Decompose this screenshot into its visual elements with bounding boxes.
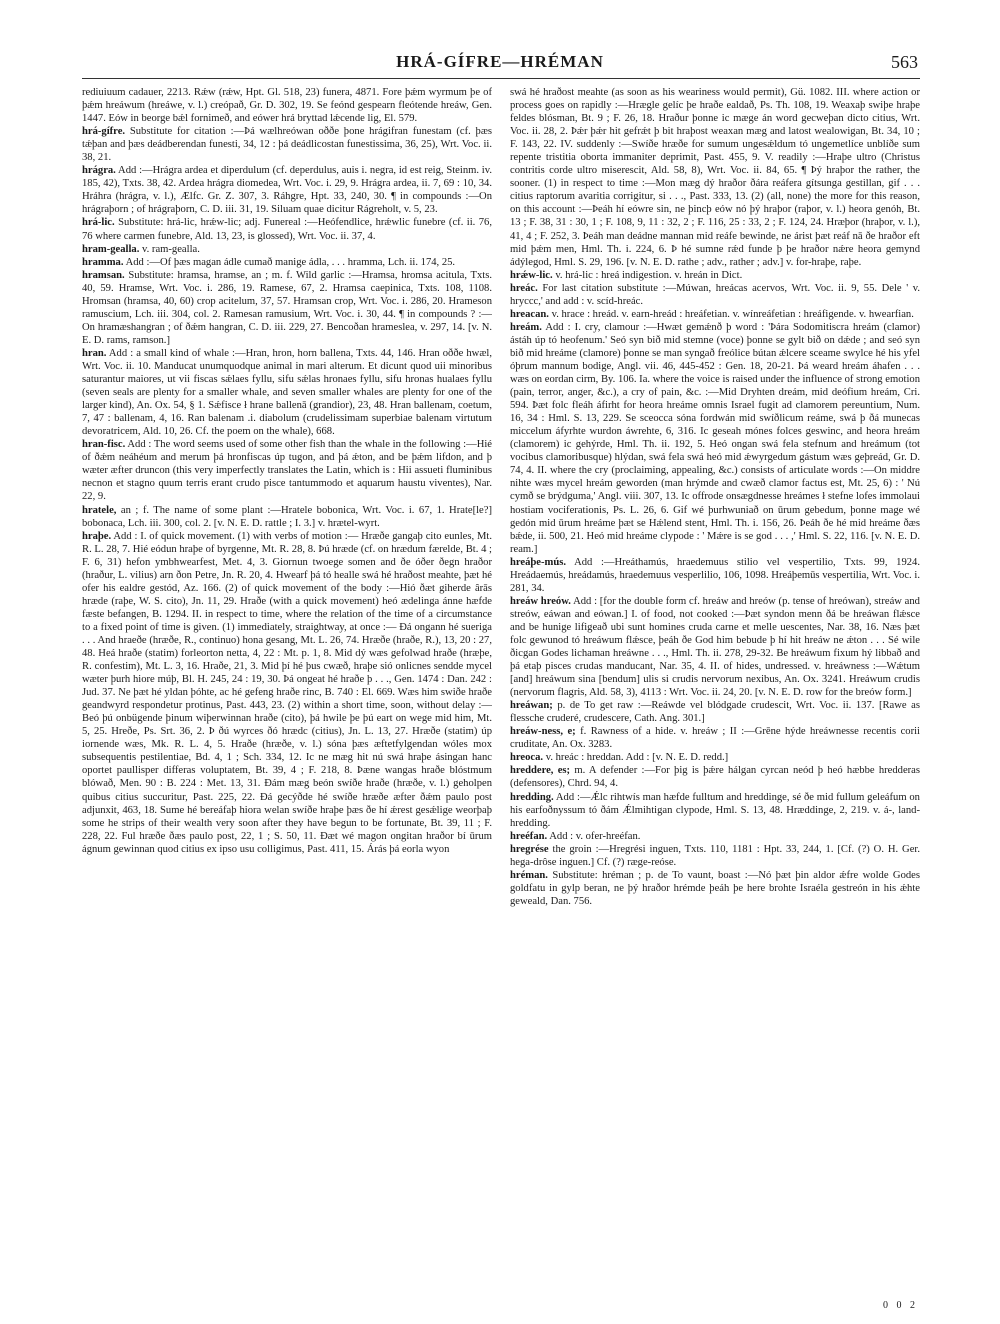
- entry-text: Substitute: hramsa, hramse, an ; m. f. Wild garlic :—Hramsa, hromsa acitula, Txts. 40, 59. Hramse, Wrt. Voc. i. 286, 19. Ramese, 67, 2. Hramsa caepinica, Txts. 108, 1108. Hromsan (hramsa, 40, 60) crop acitelum, 37, 57. Hramsan crop, Wrt. Voc. i. 286, 20. Hrameson ramuscium, Lch. iii. 304, col. 2. Ramesan ramusium, Wrt. Voc. i. 30, 44. ¶ in compounds ? :—On hramæshangran ; of ðǽm hangran, C. D. iii. 229, 27. Bencoðan hrameslea, v. 297, 14. [v. N. E. D. rams, ramson.]: [82, 269, 492, 346]
- entry-text: Add : v. ofer-hreéfan.: [549, 830, 641, 842]
- entry-headword: hrá-lic.: [82, 217, 115, 229]
- dictionary-entry: [510, 556, 920, 595]
- entry-text: the groin :—Hregrési inguen, Txts. 110, 1181 : Hpt. 33, 244, 1. [Cf. (?) O. H. Ger. hega-drôse inguen.] Cf. (?) ræge-reóse.: [510, 843, 920, 868]
- dictionary-entry: [510, 843, 920, 869]
- dictionary-entry: [510, 791, 920, 830]
- dictionary-entry: [510, 751, 920, 764]
- entry-text: Substitute: hréman ; p. de To vaunt, boast :—Nó þæt þin aldor ǽfre wolde Godes goldfatu in gylp beran, ne þý hraðor hrémde þeáh þe here brohte Israéla gestreón in his ǽhte geweald, Dan. 756.: [510, 869, 920, 907]
- dictionary-entry: [82, 216, 492, 242]
- entry-headword: hramsan.: [82, 269, 125, 281]
- dictionary-entry: [82, 256, 492, 269]
- entry-text: m. A defender :—For þig is þǽre hálgan cyrcan neód þ heó hæbbe hredderas (defensores), Chrd. 94, 4.: [510, 765, 920, 790]
- entry-headword: hrágra.: [82, 165, 116, 177]
- entry-headword: hredding.: [510, 791, 554, 803]
- entry-text: v. ram-gealla.: [142, 243, 200, 255]
- entry-text: v. hreác : hreddan. Add : [v. N. E. D. redd.]: [545, 752, 729, 764]
- entry-headword: hreáþe-mús.: [510, 556, 567, 568]
- entry-text: Add :—Hreáthamús, hraedemuus stilio vel vespertilio, Txts. 99, 1924. Hreádaemús, hreádamús, hraedemuus vesperlilio, 106, 1098. Hreáþemūs vespertilia, Wrt. Voc. i. 281, 34.: [510, 556, 920, 594]
- entry-headword: hreacan.: [510, 308, 549, 320]
- entry-text: Add :—Ǽlc rihtwís man hæfde fulltum and hreddinge, sé ðe mid fullum geleáfum on his earfoðnyssum tó ðám Ǽlmihtigan clypode, Hml. S. 13, 48. Hræddinge, 2, 219. v. á-, land-hredding.: [510, 791, 920, 829]
- dictionary-entry: [82, 530, 492, 856]
- entry-headword: hreáw hreów.: [510, 595, 571, 607]
- dictionary-entry: [82, 125, 492, 164]
- dictionary-entry: [510, 282, 920, 308]
- entry-headword: hreáw-ness, e;: [510, 726, 576, 738]
- dictionary-entry: [510, 595, 920, 699]
- entry-text: Add : The word seems used of some other fish than the whale in the following :—Hié of ðǽm neáhéum and merum þá hronfiscas úp tugon, and þá ǽton, and be þǽm lifdon, and þ wæter æfter druncon (this very imperfectly translates the Latin, which is : Hii assueti fluminibus necnon et stagno quum terris erant crudo pisce tantummodo et aquarum haustu viventes), Nar. 22, 9.: [82, 439, 492, 503]
- dictionary-entry: [510, 764, 920, 790]
- entry-headword: hregrése: [510, 843, 549, 855]
- header-rule: [82, 78, 920, 79]
- dictionary-entry: [82, 86, 492, 125]
- printer-signature: 0 0 2: [883, 1300, 918, 1311]
- dictionary-entry: [82, 243, 492, 256]
- dictionary-entry: [510, 269, 920, 282]
- entry-headword: hran.: [82, 347, 107, 359]
- entry-text: swá hé hraðost meahte (as soon as his weariness would permit), Gü. 1082. III. where action or process goes on rapidly :—Hrægle gelíc þe hraðe ealdað, Ps. Th. 108, 19. Weaxaþ swiþe hraþe feldes blósman, Bt. 9 ; F. 26, 18. Hraður þonne ic mæge án word gecweþan dicto citius, Wrt. Voc. ii. 28, 2. Þǽr þǽr hit gefrǽt þ bit hraþost weaxan mæg and latost wealowigan, Bt. 34, 10 ; F. 143, 22. IV. suddenly :—Swíðe hræðe for sumum ungesǽldum tó ungemetlíce unblíðe sum repente tristitia oborta immaniter deprimit, Past. 455, 9. V. readily :—Hraþe ultro (Christus contritis corde ultro miserescit, Ald. 58, 8), Wrt. Voc. ii. 84, 65. ¶ Þý hraþor the rather, the sooner. (1) in respect to time :—Mon mæg dý hraðor ðára reáfera gítsunga gestillan, gif . . . citius raptorum avaritia corrigitur, si . . ., Past. 333, 13. (2) (all, none) the more for this reason, on this account :—Þeáh hí eówre sin, ne þincþ eów nó þý hraþor (raþor, v. l.) heora genóh, Bt. 13 ; F. 38, 31 : 30, 1 ; F. 108, 9, 11 : 32, 2 ; F. 116, 25 : 33, 2 ; F. 124, 24. Hræþor (hraþor, v. l.), 41, 4 ; F. 252, 3. Þeáh man deádne mannan mid reáfe bewinde, ne árist þæt reáf nā ðe hraðor eft mid þǽm men, Hml. Th. i. 224, 6. Þ hé sumne rǽd funde þ þe hraðor nǽre heora gemynd ádýlegod, Hml. S. 29, 196. [v. N. E. D. rathe ; adv., rather ; adv.] v. for-hraþe, raþe.: [510, 87, 920, 268]
- entry-text: Add :—Of þæs magan ádle cumað manige ádla, . . . hramma, Lch. ii. 174, 25.: [125, 256, 456, 268]
- entry-headword: hran-fisc.: [82, 439, 126, 451]
- entry-text: For last citation substitute :—Múwan, hreácas acervos, Wrt. Voc. ii. 9, 55. Dele ' v. hryccc,' and add : v. scíd-hreác.: [510, 282, 920, 307]
- entry-text: Add : [for the double form cf. hreáw and hreów (p. tense of hreówan), streáw and streów, eáwan and eówan.] I. of food, not cooked :—Þæt syndon menn ðá be hreáwan flǽsce and be hunige lifigeað ubi sunt homines cruda carne et melle uescentes, Nar. 38, 16. Næs þæt folc gewunod tó hreáwum flǽsce, þeáh ðe God him bebude þ hí hit hreáw ne ǽton . . . Sé wile ðicgan Godes lichaman hreáwne . . ., Hml. Th. ii. 278, 29-32. Be hreáwum fixum hý libbað and þá etaþ pisces crudas manducant, Nar. 35, 4. II. of hides, undressed. v. hreáwness :—Wǽtum [and] hreáwum sina [bendum] ulis si crudis nervorum nexibus, An. Ox. 3241. Hreáwum crudis (nervorum flagris, Ald. 58, 3), 4113 : Wrt. Voc. ii. 24, 20. [v. N. E. D. row for the breów form.]: [510, 595, 920, 699]
- entry-headword: hreoca.: [510, 752, 544, 764]
- dictionary-entry: [510, 725, 920, 751]
- dictionary-entry: [82, 347, 492, 438]
- dictionary-entry: [510, 321, 920, 556]
- entry-headword: hreám.: [510, 321, 542, 333]
- entry-text: v. hrace : hreád. v. earn-hreád : hreáfetian. v. wínreáfetian : hreáfigende. v. hwearfian.: [551, 308, 914, 320]
- right-column: [510, 86, 920, 1286]
- page-number: 563: [891, 52, 918, 72]
- left-column: [82, 86, 492, 1286]
- entry-headword: hreác.: [510, 282, 538, 294]
- dictionary-entry: [510, 86, 920, 269]
- entry-text: Substitute: hrá-lic, hrǽw-lic; adj. Funereal :—Heófendlice, hrǽwlic funebre (cf. ii. 76, 76 where carmen funebre, Ald. 13, 23, is glossed), Wrt. Voc. ii. 37, 4.: [82, 217, 492, 242]
- entry-headword: hreéfan.: [510, 830, 548, 842]
- entry-headword: hramma.: [82, 256, 124, 268]
- entry-text: an ; f. The name of some plant :—Hratele bobonica, Wrt. Voc. i. 67, 1. Hrate[le?] bobonaca, Lch. iii. 300, col. 2. [v. N. E. D. rattle ; I. 3.] v. hrætel-wyrt.: [82, 504, 492, 529]
- dictionary-entry: [82, 164, 492, 216]
- entry-headword: hrǽw-lic.: [510, 269, 553, 281]
- entry-text: f. Rawness of a hide. v. hreáw ; II :—Grēne hýde hreáwnesse recentis corii cruditate, An. Ox. 3283.: [510, 726, 920, 751]
- entry-text: v. hrá-lic : hreá indigestion. v. hreán in Dict.: [555, 269, 743, 281]
- dictionary-entry: [82, 504, 492, 530]
- dictionary-entry: [82, 269, 492, 347]
- dictionary-entry: [510, 699, 920, 725]
- entry-text: Add :—Hrágra ardea et diperdulum (cf. deperdulus, auis i. negra, id est reig, Steinm. iv. 185, 42), Txts. 38, 42. Ardea hrágra diomedea, Wrt. Voc. i. 29, 9. Hrágra ardea, ii. 7, 69 : 10, 34. Hráhra (hrágra, v. l.), Ælfc. Gr. Z. 307, 3. Ráhgre, Hpt. 33, 240, 30. ¶ in compounds :—On hrágraþorn ; of hrágraþorn, C. D. iii. 31, 19. Siluam quae dicitur Rágreholt, v. 5, 23.: [82, 165, 492, 216]
- running-head: [0, 52, 1000, 78]
- entry-text: Substitute for citation :—Þá wælhreówan oððe þone hrágifran funestam (cf. þæs tǽþan and þæs deádberendan funesti, 34, 12 : þá deádlicostan funestissima, 36, 25), Wrt. Voc. ii. 38, 21.: [82, 126, 492, 164]
- page-title: HRÁ-GÍFRE—HRÉMAN: [396, 52, 604, 71]
- entry-headword: hratele,: [82, 504, 117, 516]
- dictionary-entry: [82, 438, 492, 503]
- entry-headword: hréman.: [510, 869, 548, 881]
- dictionary-entry: [510, 869, 920, 908]
- entry-headword: hreddere, es;: [510, 765, 571, 777]
- dictionary-entry: [510, 308, 920, 321]
- entry-text: Add : I. of quick movement. (1) with verbs of motion :— Hræðe gangaþ cito eunles, Mt. R. L. 28, 7. Hié eódun hraþe of byrgenne, Mt. R. 28, 8. Þú hræde (cf. on hrædum færelde, Bt. 4 ; F. 6, 31) hefon ymbhwearfest, Met. 4, 3. Giornun twoege somen and ðe óðer ðegn hraðor (hraður, L. vilius) arn ðon Petre, Jn. R. 20, 4. Hwearf þá tó healle swá hé hraðost meahte, þæt hé ofer his ealdre gestód, Az. 166. (2) of quick movement of the body :—Hió ðæt giherde ârās hræde (raþe, W. S. cito), Jn. 11, 29. Hraðe (with a quick movement) heó ædelinga ánne hæfde fæste befangen, B. 1294. II. in respect to time, where the relation of the time of a circumstance to a fixed point of time is given. (1) immediately, straightway, at once :— Ðá ongann hé sueriga . . . And hraeðe (hræðe, R., continuo) hona gesang, Mt. L. 26, 74. Hræðe (hraðe, R.), 13, 20 : 27, 48. Heá hraðe (statim) forleorton netta, 4, 22 : Mt. p. 1, 8. Mid dý wæs gefolwad hraðe (hræþe, R. confestim), Mt. L. 3, 16. Hraðe, 21, 3. Mid þí hé þus cwæð, hraþe sió onlicnes sendde mycel wæter þurh hiore múþ, Bl. H. 245, 24 : 19, 30. Þá ongeat hé hraðe þ . . ., Gen. 1474 : Dan. 242 : Jud. 37. Ne þæt hé yldan þóhte, ac hé gefeng hraðe rinc, B. 740 : El. 669. Wæs him swiðe hraðe geandwyrd respondetur protinus, Past. 443, 23. (2) within a short time, soon, without delay :— Beó þú onbügende þinum wiþerwinnan hraðe (cito), þá hwile þe þú eart on wege mid him, Mt. 5, 25. Hreðe, Ps. Srt. 36, 2. Þ ðú wyrces ðó hrædc (citius), Jn. L. 13, 27. Hræðe (statim) úp iornende wæs, Mk. R. L. 4, 5. Hraðe (hræðe, v. l.) sóna þæs æftetfylgendan wóles mox subsequentis pestilentiae, Bd. 4, 1 ; Sch. 334, 12. Ic ne mæg hit nú swá hraþe ásingan hanc oportet paullisper differas voluptatem, Bt. 39, 4 ; F. 218, 8. Þæne wangas hraðe blóstmum blówað, Men. 90 : B. 224 : Met. 13, 31. Ðám mæg beón swíðe hraðe (hræðe, v. l.) geholpen quibus citius succuritur, Past. 225, 22. Ðá gecýðde hé swíðe hræðe æfter ðǽm paulo post adjunxit, 463, 18. Sume hé bereáfaþ hiora welan swíðe hraþe þæs ðe hí ǽrest gesǽlige weorþaþ some he strips of their wealth very soon after they have begun to be fortunate, Bt. 39, 11 ; F. 228, 22. Ful hræðe ðæs paulo post, 22, 1 ; S. 50, 11. Ðæt wé magon ongitan hraðor bí ūrum ágnum gewinnan quod citius ex ipso usu colligimus, Past. 411, 15. Árás þá eorla wyon: [82, 530, 492, 855]
- entry-headword: hram-gealla.: [82, 243, 140, 255]
- dictionary-entry: [510, 830, 920, 843]
- entry-headword: hraþe.: [82, 530, 112, 542]
- entry-text: p. de To get raw :—Reáwde vel blódgade crudescit, Wrt. Voc. ii. 137. [Rawe as flessche cruderé, crudescere, Cath. Ang. 301.]: [510, 700, 920, 725]
- entry-headword: hrá-gífre.: [82, 126, 126, 138]
- entry-headword: hreáwan;: [510, 700, 553, 712]
- entry-text: rediuiuum cadauer, 2213. Rǽw (rǽw, Hpt. Gl. 518, 23) funera, 4871. Fore þǽm wyrmum þe of þǽm hreáwum (hreáwe, v. l.) creópað, Gr. D. 302, 19. Se feónd gespearn fleótende hreáw, Gen. 1447. Eów in beorge bǽl fornimeð, and eówer hrá bryttad lǽcende lig, El. 579.: [82, 87, 492, 125]
- entry-text: Add : I. cry, clamour :—Hwæt gemǽnð þ word : 'Þára Sodomitiscra hreám (clamor) ástáh úp tó heofenum.' Seó syn bið mid stemne (voce) þonne se gylt bið on dǽde ; and seó syn bið mid hreáme (clamore) þonne se man syngað freólice bútan ǽlcere sceame swylce hé his yfel óþrum mannum bodige, Angl. vii. 46, 445-452 : Gen. 18, 20-21. Þá weard hreám áhafen . . . wæs on eordan cirm, By. 106. Ia. where the voice is raised under the influence of strong emotion (pain, terror, anger, &c.), a cry of pain, &c. :—Mid Dryhten dreám, mid deófium hreám, Cri. 594. Þæt folc fleáh áfirht for heora hreáme omnis Israel fugit ad clamorem pereuntium, Num. 16, 34 : Hml. S. 13, 229. Se sceocca sóna fordwán mid swíðlicum reáme, swá þ ðá munecas miccelum áfyrhte wurdon áwrehte, 6, 316. Ic geseah mónes folces geswinc, and heora hreám (clamorem) ic gehýrde, Hml. Th. ii. 192, 5. Heó ongan swá fela stefnum and hreámum (tot vocibus clamoribusque) hlýdan, swá fela swá heó mid ǽwyrgedum gástum wæs geþreád, Gr. D. 74, 4. II. where the cry (proclaiming, appealing, &c.) consists of articulate words :—On middre nihte wæs mycel hreám geworden (man hrýmde and cwæð clamor factus est, Mt. 25, 6) : ' Nú cymð se brýdguma,' Angl. viii. 307, 13. Ic offrode onsægdnesse hreámes ł stefne lofes immolaui hostiam vociferationis, Ps. L. 26, 6. Gif wé þurhwuniað on ūrum gebedum, þonne mage wé gedón mid ūrum hreáme þæt se Hǽlend stent, Hml. Th. i. 156, 26. Þeáh ðe hé mid hreáme ðæs bǽde, ii. 500, 21. Heó mid hreáme clypode : ' Mǽre is se god . . . ,' Hml. S. 22, 116. [v. N. E. D. ream.]: [510, 321, 920, 555]
- entry-text: Add : a small kind of whale :—Hran, hron, horn ballena, Txts. 44, 146. Hran oððe hwæl, Wrt. Voc. ii. 10. Manducat unumquodque animal in mari alterum. Et dicunt quod uii minoribus saturantur maiores, ut vii fiscas sǽlaes fyllu, sifu sǽlas hronaes fyllu, sifu hronas hualaes fyllu (seven seals are plenty for a smaller whale, and seven smaller whales are plenty for one of the larger kind), An. Ox. 54, § 1. Sǽfisce ł hrane ballenā (grandior), 23, 48. Hran ballenam, coetum, 7, 47 : ballenam, 4, 16. Ran balenam .i. diabolum (crudelissimam superbiae balenam virtutum devoratricem, Ald. 10, 26. Cf. the poem on the whale), 668.: [82, 347, 492, 438]
